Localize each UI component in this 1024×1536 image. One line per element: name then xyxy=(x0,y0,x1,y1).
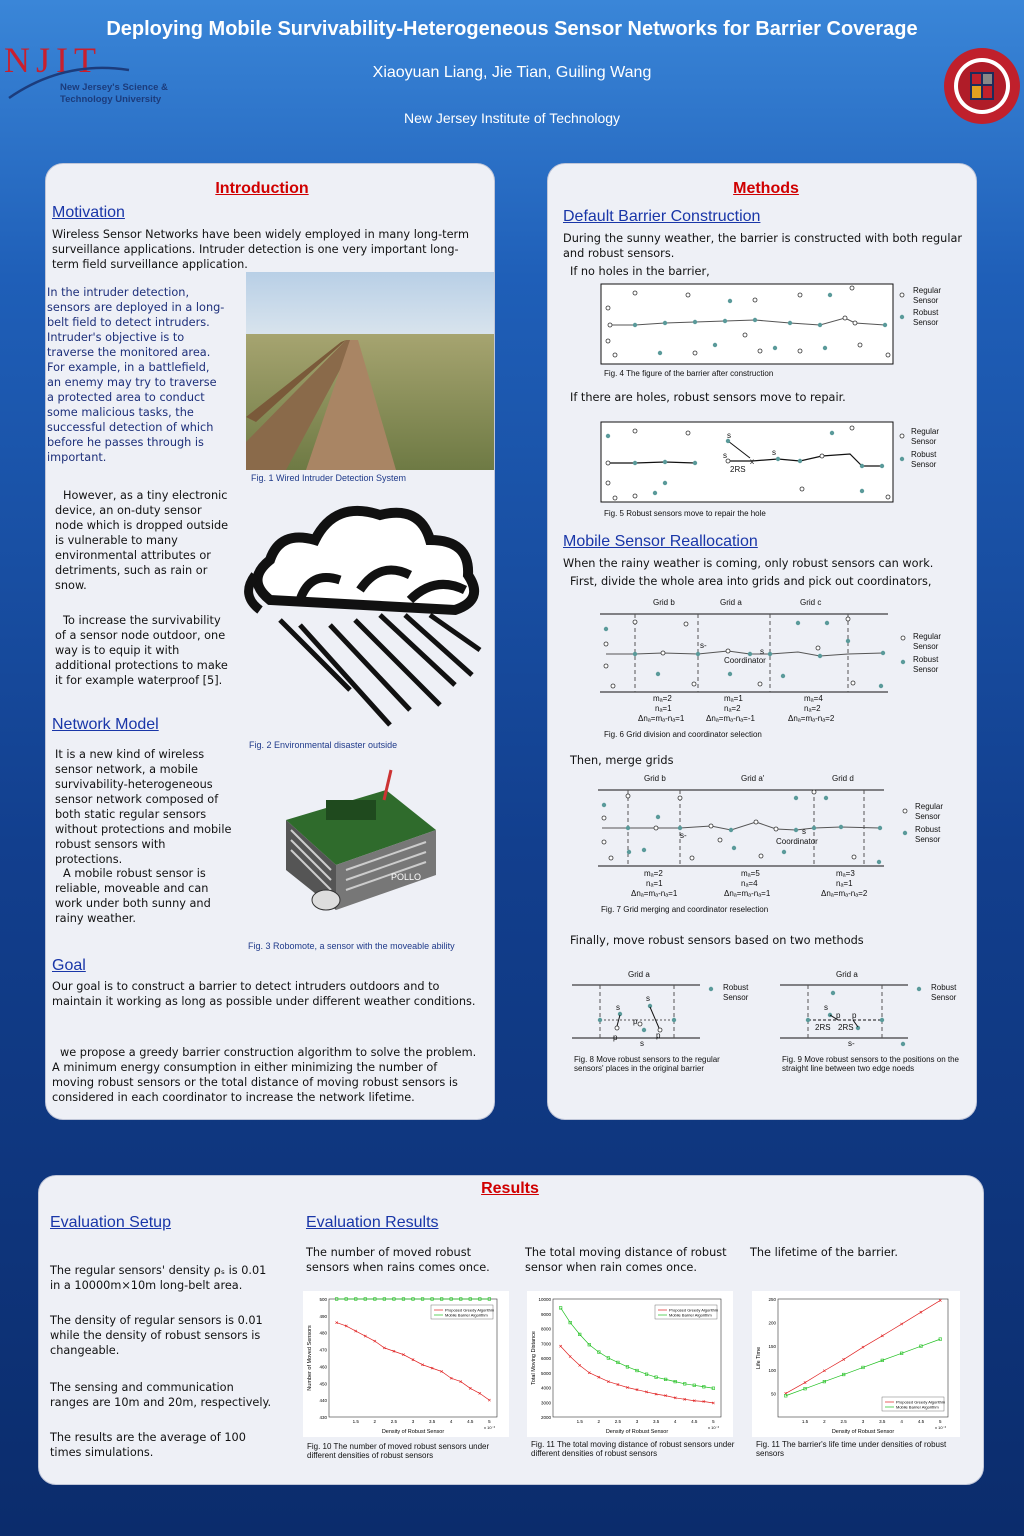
fig8-s2: s xyxy=(616,1003,620,1012)
fig8-legend-robust: Robust xyxy=(723,983,749,992)
fig6-c1: mₐ=4 xyxy=(804,694,823,703)
legend-entry: Mobile Barrier Algorithm xyxy=(896,1404,939,1410)
y-tick-label: 3000 xyxy=(540,1400,551,1406)
fig7-grid-a2: Grid a' xyxy=(741,774,765,783)
fig6-a1: mₐ=1 xyxy=(724,694,743,703)
x-tick-label: 3.5 xyxy=(428,1419,436,1424)
fig4-diagram xyxy=(600,283,950,368)
x-tick-label: 4.5 xyxy=(917,1419,925,1424)
legend-entry: Mobile Barrier Algorithm xyxy=(669,1312,712,1318)
fig7-b2: nₐ=1 xyxy=(646,879,663,888)
fig6-legend-robust: Robust xyxy=(913,655,939,664)
motivation-heading: Motivation xyxy=(52,204,125,221)
fig5-diagram xyxy=(600,421,950,506)
setup-text-2: The density of regular sensors is 0.01 while the density of robust sensors is changeable. xyxy=(50,1314,263,1357)
divide-text: First, divide the whole area into grids and pick out coordinators, xyxy=(570,575,932,588)
fig8-legend-sensor: Sensor xyxy=(723,993,749,1002)
y-tick-label: 480 xyxy=(319,1330,327,1336)
fig5-legend-robust: Robust xyxy=(911,450,937,459)
fig7-legend-sensor: Sensor xyxy=(915,812,941,821)
fig5-s3: s xyxy=(772,448,776,457)
fig8-caption: Fig. 8 Move robust sensors to the regular sensors' places in the original barrier xyxy=(574,1055,720,1073)
rainy-text: When the rainy weather is coming, only robust sensors can work. xyxy=(563,557,934,570)
fig7-caption: Fig. 7 Grid merging and coordinator reselection xyxy=(601,905,769,914)
x-tick-label: 2 xyxy=(823,1419,826,1424)
robust-sensor-text: A mobile robust sensor is reliable, moveable and can work under both sunny and rainy weather. xyxy=(55,867,211,925)
fig6-grid-b: Grid b xyxy=(653,598,675,607)
rain-cloud-icon xyxy=(240,490,490,740)
robomote-photo xyxy=(276,760,441,925)
fig7-d3: Δnₐ=mₐ-nₐ=2 xyxy=(821,889,868,898)
x-tick-label: 3 xyxy=(411,1419,415,1424)
x-tick-label: 4 xyxy=(900,1419,903,1424)
fig7-sminus: s- xyxy=(680,831,687,840)
fig6-a3: Δnₐ=mₐ-nₐ=-1 xyxy=(706,714,755,723)
methods-title: Methods xyxy=(733,180,799,197)
y-tick-label: 5000 xyxy=(540,1370,551,1376)
x-tick-label: 3.5 xyxy=(879,1419,886,1424)
fig7-grid-d: Grid d xyxy=(832,774,854,783)
fig7-legend-regular: Regular xyxy=(915,802,944,811)
fig4-legend-robust: Robust xyxy=(913,308,939,317)
y-tick-label: 8000 xyxy=(540,1326,551,1332)
legend-entry: Mobile Barrier Algorithm xyxy=(445,1312,488,1318)
fig7-grid-b: Grid b xyxy=(644,774,666,783)
default-barrier-heading: Default Barrier Construction xyxy=(563,208,761,225)
y-tick-label: 500 xyxy=(319,1297,327,1302)
setup-text-4: The results are the average of 100 times simulations. xyxy=(50,1431,246,1459)
fig6-legend-regular: Regular xyxy=(913,632,942,641)
setup-text-1: The regular sensors' density ρₛ is 0.01 in a 10000m×10m long-belt area. xyxy=(50,1264,267,1292)
y-tick-label: 200 xyxy=(768,1320,776,1326)
x-tick-label: 4 xyxy=(449,1419,453,1424)
x-tick-label: 3 xyxy=(635,1419,639,1424)
fig6-s2: s xyxy=(760,647,764,656)
fig6-legend-sensor: Sensor xyxy=(913,642,939,651)
fig8-p2: p xyxy=(613,1033,618,1042)
x-axis-label: Density of Robust Sensor xyxy=(605,1429,669,1435)
eval-results-heading: Evaluation Results xyxy=(306,1214,439,1231)
fig9-caption: Fig. 9 Move robust sensors to the positions on the straight line between two edge noeds xyxy=(782,1055,959,1073)
y-tick-label: 7000 xyxy=(540,1341,551,1347)
y-axis-label: Total Moving Distance xyxy=(531,1331,537,1385)
fig9-legend-robust: Robust xyxy=(931,983,957,992)
y-tick-label: 9000 xyxy=(540,1311,551,1317)
chart-moved-sensors xyxy=(303,1291,509,1437)
x-axis-label: Density of Robust Sensor xyxy=(831,1429,895,1435)
survivability-text: To increase the survivability of a sensor node outdoor, one way is to equip it with additional protections to make it for example waterproof [5]. xyxy=(55,614,228,687)
holes-text: If there are holes, robust sensors move to repair. xyxy=(570,391,846,404)
x-tick-label: 2.5 xyxy=(840,1419,847,1424)
fig5-s1: s xyxy=(723,451,727,460)
fig7-coordinator: Coordinator xyxy=(776,837,818,846)
y-tick-label: 450 xyxy=(319,1381,327,1387)
chart-lifetime xyxy=(752,1291,960,1437)
legend-entry: Proposed Greedy Algorithm xyxy=(669,1307,719,1313)
x-tick-label: 1.5 xyxy=(352,1419,359,1424)
fig6-grid-a: Grid a xyxy=(720,598,742,607)
njit-logo xyxy=(4,40,174,110)
fig2-caption: Fig. 2 Environmental disaster outside xyxy=(249,740,398,750)
fig7-a2: nₐ=4 xyxy=(741,879,758,888)
x-tick-label: 3 xyxy=(861,1419,865,1424)
y-tick-label: 100 xyxy=(768,1367,776,1373)
fig6-a2: nₐ=2 xyxy=(724,704,741,713)
fig7-a1: mₐ=5 xyxy=(741,869,760,878)
fig6-b3: Δnₐ=mₐ-nₐ=1 xyxy=(638,714,685,723)
fig9-2rs-b: 2RS xyxy=(838,1023,854,1032)
x-axis-label: Density of Robust Sensor xyxy=(381,1429,445,1435)
fig1-caption: Fig. 1 Wired Intruder Detection System xyxy=(251,473,407,483)
y-tick-label: 440 xyxy=(319,1398,327,1404)
default-barrier-text: During the sunny weather, the barrier is constructed with both regular and robust sensors. xyxy=(563,232,963,260)
y-tick-label: 430 xyxy=(319,1415,327,1420)
fig4-legend-sensor2: Sensor xyxy=(913,318,939,327)
network-model-text: It is a new kind of wireless sensor network, a mobile survivability-heterogeneous sensor network composed of both static regular sensors without protections and mobile robust sensors with protections. xyxy=(55,748,232,866)
fig9-p1: p xyxy=(836,1011,841,1020)
y-axis-label: Number of Moved Sensors xyxy=(307,1325,313,1391)
fig6-b1: mₐ=2 xyxy=(653,694,672,703)
fig4-legend-sensor: Sensor xyxy=(913,296,939,305)
fig4-legend-regular: Regular xyxy=(913,286,942,295)
y-tick-label: 6000 xyxy=(540,1356,551,1361)
fig10-caption: Fig. 10 The number of moved robust sensors under different densities of robust sensors xyxy=(307,1442,490,1460)
y-tick-label: 4000 xyxy=(540,1385,551,1391)
fig11b-caption: Fig. 11 The barrier's life time under densities of robust sensors xyxy=(756,1440,947,1458)
chart-moving-distance xyxy=(527,1291,733,1437)
mobile-realloc-heading: Mobile Sensor Reallocation xyxy=(563,533,758,550)
fig5-x: x xyxy=(750,457,754,466)
x-tick-label: 5 xyxy=(488,1419,491,1424)
fig8-s1: s xyxy=(640,1039,644,1048)
fig7-d1: mₐ=3 xyxy=(836,869,855,878)
fig8-p1: p xyxy=(633,1017,638,1026)
x-tick-label: 3.5 xyxy=(652,1419,660,1424)
setup-text-3: The sensing and communication ranges are 10m and 20m, respectively. xyxy=(50,1381,272,1409)
fig7-d2: nₐ=1 xyxy=(836,879,853,888)
fig8-p3: p xyxy=(656,1031,661,1040)
y-tick-label: 460 xyxy=(319,1364,327,1370)
no-holes-text: If no holes in the barrier, xyxy=(570,265,710,278)
x-tick-label: 2 xyxy=(373,1419,377,1424)
result-text-1: The number of moved robust sensors when rains comes once. xyxy=(306,1246,490,1274)
fig6-c2: nₐ=2 xyxy=(804,704,821,713)
logo-line2: Technology University xyxy=(60,94,162,105)
fig9-s2: s xyxy=(824,1003,828,1012)
fig11a-caption: Fig. 11 The total moving distance of robust sensors under different densities of robust sensors xyxy=(531,1440,735,1458)
x-tick-label: 4.5 xyxy=(467,1419,474,1424)
fig5-legend-regular: Regular xyxy=(911,427,940,436)
fig7-legend-robust: Robust xyxy=(915,825,941,834)
introduction-title: Introduction xyxy=(215,180,309,197)
fig9-sminus: s- xyxy=(848,1039,855,1048)
fig6-caption: Fig. 6 Grid division and coordinator selection xyxy=(604,730,762,739)
x-tick-label: 1.5 xyxy=(576,1419,583,1424)
results-title: Results xyxy=(481,1180,539,1197)
result-text-3: The lifetime of the barrier. xyxy=(750,1246,899,1259)
x-tick-label: 2.5 xyxy=(614,1419,622,1424)
x-tick-label: 2 xyxy=(597,1419,601,1424)
x-exponent: x 10⁻³ xyxy=(483,1425,495,1430)
eval-setup-heading: Evaluation Setup xyxy=(50,1214,171,1231)
merge-text: Then, merge grids xyxy=(570,754,674,767)
fig6-c3: Δnₐ=mₐ-nₐ=2 xyxy=(788,714,835,723)
fig7-diagram xyxy=(596,770,956,905)
finally-text: Finally, move robust sensors based on two methods xyxy=(570,934,864,947)
legend-entry: Proposed Greedy Algorithm xyxy=(445,1307,495,1313)
fig4-caption: Fig. 4 The figure of the barrier after construction xyxy=(604,369,774,378)
fig7-b3: Δnₐ=mₐ-nₐ=1 xyxy=(631,889,678,898)
x-exponent: x 10⁻³ xyxy=(934,1425,946,1430)
goal-heading: Goal xyxy=(52,957,86,974)
y-tick-label: 470 xyxy=(319,1347,327,1353)
robot-label: POLLO xyxy=(391,872,422,882)
x-exponent: x 10⁻³ xyxy=(707,1425,719,1430)
network-model-heading: Network Model xyxy=(52,716,159,733)
x-tick-label: 2.5 xyxy=(390,1419,398,1424)
motivation-text: Wireless Sensor Networks have been widely employed in many long-term surveillance applications. Intruder detection is one very important long-term field surveillance application. xyxy=(52,228,469,271)
fig6-grid-c: Grid c xyxy=(800,598,822,607)
fig7-b1: mₐ=2 xyxy=(644,869,663,878)
fig9-2rs-a: 2RS xyxy=(815,1023,831,1032)
fig6-legend-sensor2: Sensor xyxy=(913,665,939,674)
y-tick-label: 490 xyxy=(319,1313,327,1319)
x-tick-label: 4 xyxy=(673,1419,677,1424)
x-tick-label: 1.5 xyxy=(801,1419,809,1424)
y-tick-label: 10000 xyxy=(538,1297,551,1302)
fig8-s3: s xyxy=(646,994,650,1003)
authors: Xiaoyuan Liang, Jie Tian, Guiling Wang xyxy=(372,64,652,81)
njit-seal-icon xyxy=(942,46,1022,126)
fig7-legend-sensor2: Sensor xyxy=(915,835,941,844)
vulnerability-text: However, as a tiny electronic device, an on-duty sensor node which is dropped outside is vulnerable to many environmental attributes or detriments, such as rain or snow. xyxy=(55,489,229,592)
fig9-p2: p xyxy=(852,1011,857,1020)
institution: New Jersey Institute of Technology xyxy=(403,110,621,126)
x-tick-label: 5 xyxy=(939,1419,942,1424)
fig8-diagram xyxy=(570,968,760,1053)
intruder-text: In the intruder detection, sensors are deployed in a long-belt field to detect intruders. Intruder's objective is to traverse the monitored area. For example, in a battlefield, an enemy may try to traverse a protected area to conduct some malicious tasks, the successful detection of which before he passes through is important. xyxy=(47,286,225,464)
fig6-b2: nₐ=1 xyxy=(655,704,672,713)
proposal-text: we propose a greedy barrier construction algorithm to solve the problem. A minimum energy consumption in either minimizing the number of moving robust sensors or the total distance of moving robust sensors is considered in each coordinator to increase the network lifetime. xyxy=(52,1046,477,1104)
x-tick-label: 5 xyxy=(712,1419,715,1424)
fig6-coordinator: Coordinator xyxy=(724,656,766,665)
fig3-caption: Fig. 3 Robomote, a sensor with the moveable ability xyxy=(248,941,455,951)
fig9-grid-a: Grid a xyxy=(836,970,858,979)
fig5-legend-sensor2: Sensor xyxy=(911,460,937,469)
y-tick-label: 2000 xyxy=(540,1415,551,1420)
goal-text: Our goal is to construct a barrier to detect intruders outdoors and to maintain it working as long as possible under different weather conditions. xyxy=(52,980,476,1008)
y-axis-label: Life Time xyxy=(756,1346,762,1370)
fig5-2rs: 2RS xyxy=(730,465,746,474)
logo-line1: New Jersey's Science & xyxy=(60,82,168,93)
fig9-legend-sensor: Sensor xyxy=(931,993,957,1002)
y-tick-label: 250 xyxy=(768,1297,776,1302)
x-tick-label: 4.5 xyxy=(691,1419,698,1424)
poster-title: Deploying Mobile Survivability-Heterogeneous Sensor Networks for Barrier Coverage xyxy=(106,18,918,40)
y-tick-label: 150 xyxy=(768,1344,776,1350)
legend-entry: Proposed Greedy Algorithm xyxy=(896,1399,946,1405)
result-text-2: The total moving distance of robust sensor when rain comes once. xyxy=(525,1246,727,1274)
fig5-s2: s xyxy=(727,431,731,440)
y-tick-label: 50 xyxy=(770,1391,776,1397)
fig9-diagram xyxy=(778,968,968,1053)
field-photo xyxy=(246,272,494,470)
fig8-grid-a: Grid a xyxy=(628,970,650,979)
fig7-s2: s xyxy=(802,827,806,836)
fig5-legend-sensor: Sensor xyxy=(911,437,937,446)
fig6-diagram xyxy=(598,594,958,729)
fig6-sminus: s- xyxy=(700,641,707,650)
fig5-caption: Fig. 5 Robust sensors move to repair the hole xyxy=(604,509,766,518)
logo-letters: NJIT xyxy=(4,40,102,80)
fig7-a3: Δnₐ=mₐ-nₐ=1 xyxy=(724,889,771,898)
